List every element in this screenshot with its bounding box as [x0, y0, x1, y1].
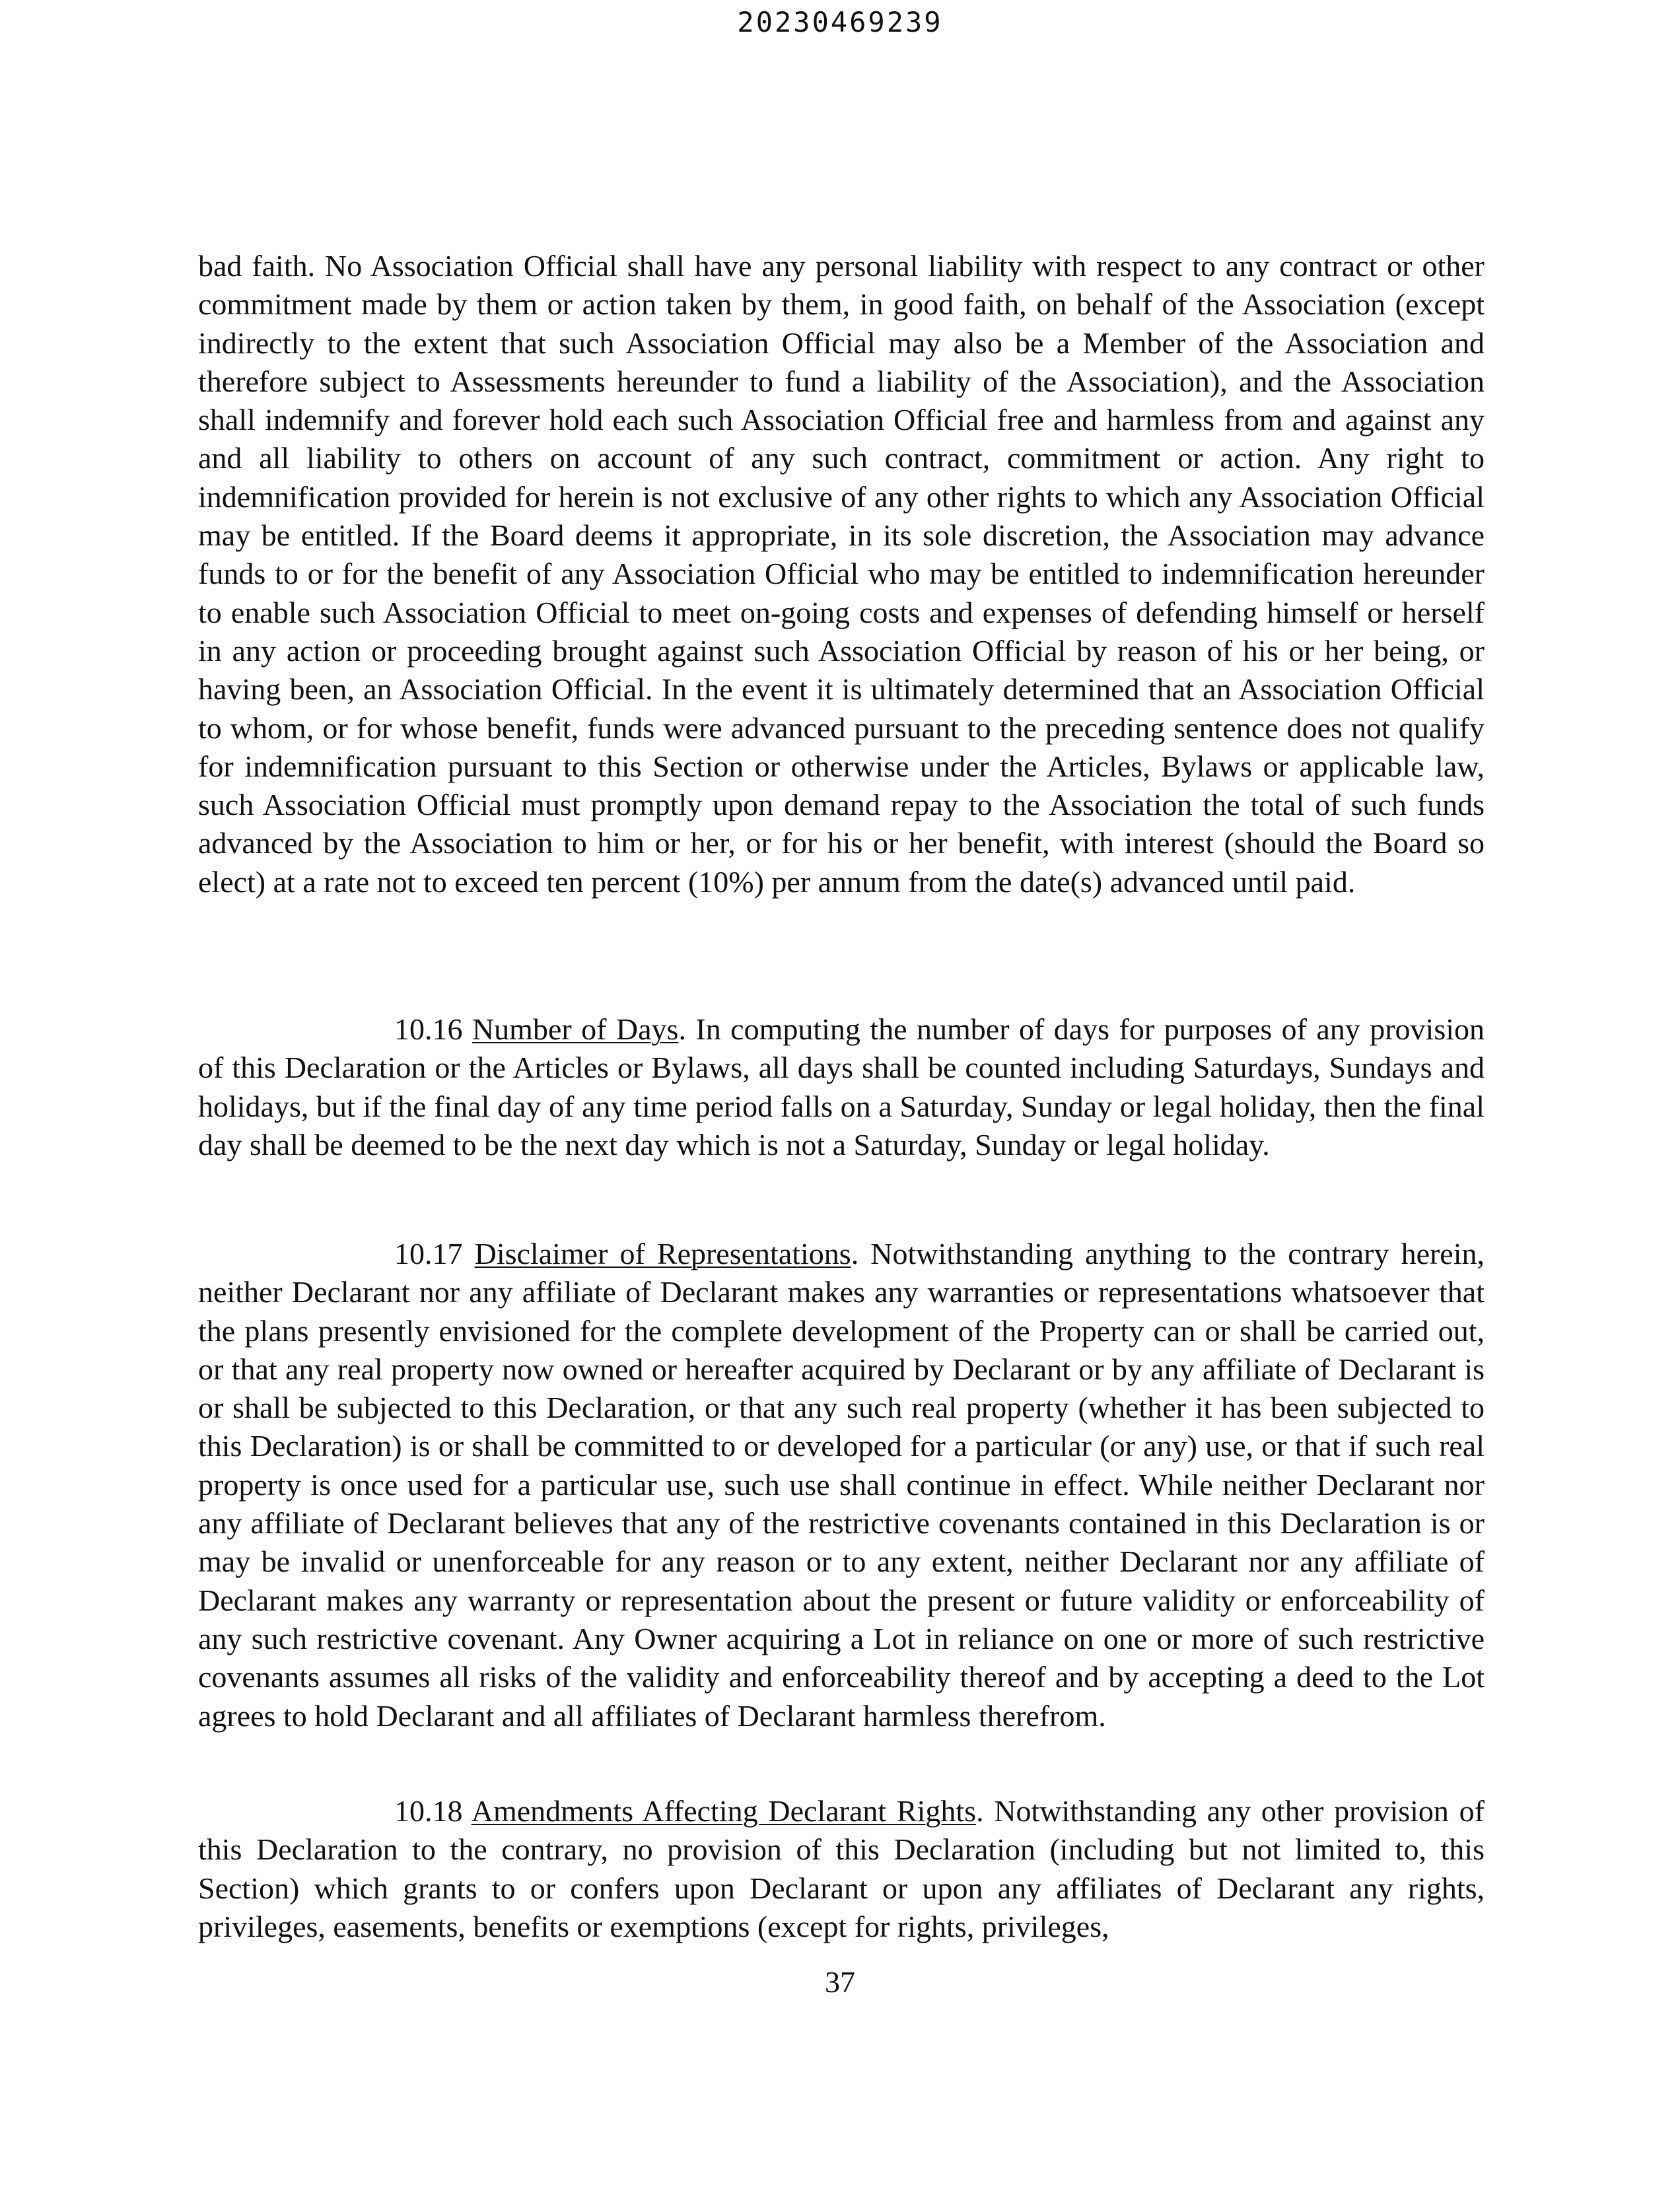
- section-text: Notwithstanding anything to the contrary herein, neither Declarant nor any affiliate of Declarant makes any warranties or representations whatsoever that the plans presently envisioned for the complete development of the Property can or shall be carried out, or that any real property now owned or hereafter acquired by Declarant or by any affiliate of Declarant is or shall be subjected to this Declaration, or that any such real property (whether it has been subjected to this Declaration) is or shall be committed to or developed for a particular (or any) use, or that if such real property is once used for a particular use, such use shall continue in effect. While neither Declarant nor any affiliate of Declarant believes that any of the restrictive covenants contained in this Declaration is or may be invalid or unenforceable for any reason or to any extent, neither Declarant nor any affiliate of Declarant makes any warranty or representation about the present or future validity or enforceability of any such restrictive covenant. Any Owner acquiring a Lot in reliance on one or more of such restrictive covenants assumes all risks of the validity and enforceability thereof and by accepting a deed to the Lot agrees to hold Declarant and all affiliates of Declarant harmless therefrom.: [198, 1237, 1485, 1733]
- body-paragraph: bad faith. No Association Official shall have any personal liability with respect to any contract or other commitment made by them or action taken by them, in good faith, on behalf of the Association (except indirectly to the extent that such Association Official may also be a Member of the Association and therefore subject to Assessments hereunder to fund a liability of the Association), and the Association shall indemnify and forever hold each such Association Official free and harmless from and against any and all liability to others on account of any such contract, commitment or action. Any right to indemnification provided for herein is not exclusive of any other rights to which any Association Official may be entitled. If the Board deems it appropriate, in its sole discretion, the Association may advance funds to or for the benefit of any Association Official who may be entitled to indemnification hereunder to enable such Association Official to meet on-going costs and expenses of defending himself or herself in any action or proceeding brought against such Association Official by reason of his or her being, or having been, an Association Official. In the event it is ultimately determined that an Association Official to whom, or for whose benefit, funds were advanced pursuant to the preceding sentence does not qualify for indemnification pursuant to this Section or otherwise under the Articles, Bylaws or applicable law, such Association Official must promptly upon demand repay to the Association the total of such funds advanced by the Association to him or her, or for his or her benefit, with interest (should the Board so elect) at a rate not to exceed ten percent (10%) per annum from the date(s) advanced until paid.: [198, 249, 1485, 899]
- section-10-17: 10.17 Disclaimer of Representations. Notwithstanding anything to the contrary herein, neither Declarant nor any affiliate of Declarant makes any warranties or representations whatsoever that the plans presently envisioned for the complete development of the Property can or shall be carried out, or that any real property now owned or hereafter acquired by Declarant or by any affiliate of Declarant is or shall be subjected to this Declaration, or that any such real property (whether it has been subjected to this Declaration) is or shall be committed to or developed for a particular (or any) use, or that if such real property is once used for a particular use, such use shall continue in effect. While neither Declarant nor any affiliate of Declarant believes that any of the restrictive covenants contained in this Declaration is or may be invalid or unenforceable for any reason or to any extent, neither Declarant nor any affiliate of Declarant makes any warranty or representation about the present or future validity or enforceability of any such restrictive covenant. Any Owner acquiring a Lot in reliance on one or more of such restrictive covenants assumes all risks of the validity and enforceability thereof and by accepting a deed to the Lot agrees to hold Declarant and all affiliates of Declarant harmless therefrom.: [198, 1237, 1485, 1733]
- section-number: 10.17: [394, 1237, 463, 1270]
- section-heading: Disclaimer of Representations: [474, 1237, 851, 1270]
- document-number: 20230469239: [737, 6, 943, 38]
- section-heading: Number of Days: [472, 1012, 679, 1046]
- section-number: 10.18: [394, 1794, 463, 1828]
- section-10-18: 10.18 Amendments Affecting Declarant Rights. Notwithstanding any other provision of this Declaration to the contrary, no provision of this Declaration (including but not limited to, this Section) which grants to or confers upon Declarant or upon any affiliates of Declarant any rights, privileges, easements, benefits or exemptions (except for rights, privileges,: [198, 1794, 1485, 1943]
- section-text: Notwithstanding any other provision of this Declaration to the contrary, no provision of this Declaration (including but not limited to, this Section) which grants to or confers upon Declarant or upon any affiliates of Declarant any rights, privileges, easements, benefits or exemptions (except for rights, privileges,: [198, 1794, 1485, 1943]
- section-10-16: 10.16 Number of Days. In computing the number of days for purposes of any provision of this Declaration or the Articles or Bylaws, all days shall be counted including Saturdays, Sundays and holidays, but if the final day of any time period falls on a Saturday, Sunday or legal holiday, then the final day shall be deemed to be the next day which is not a Saturday, Sunday or legal holiday.: [198, 1012, 1485, 1162]
- page-number: 37: [825, 1965, 855, 1999]
- section-heading: Amendments Affecting Declarant Rights: [471, 1794, 977, 1828]
- section-number: 10.16: [394, 1012, 463, 1046]
- section-text: In computing the number of days for purposes of any provision of this Declaration or the Articles or Bylaws, all days shall be counted including Saturdays, Sundays and holidays, but if the final day of any time period falls on a Saturday, Sunday or legal holiday, then the final day shall be deemed to be the next day which is not a Saturday, Sunday or legal holiday.: [198, 1012, 1485, 1162]
